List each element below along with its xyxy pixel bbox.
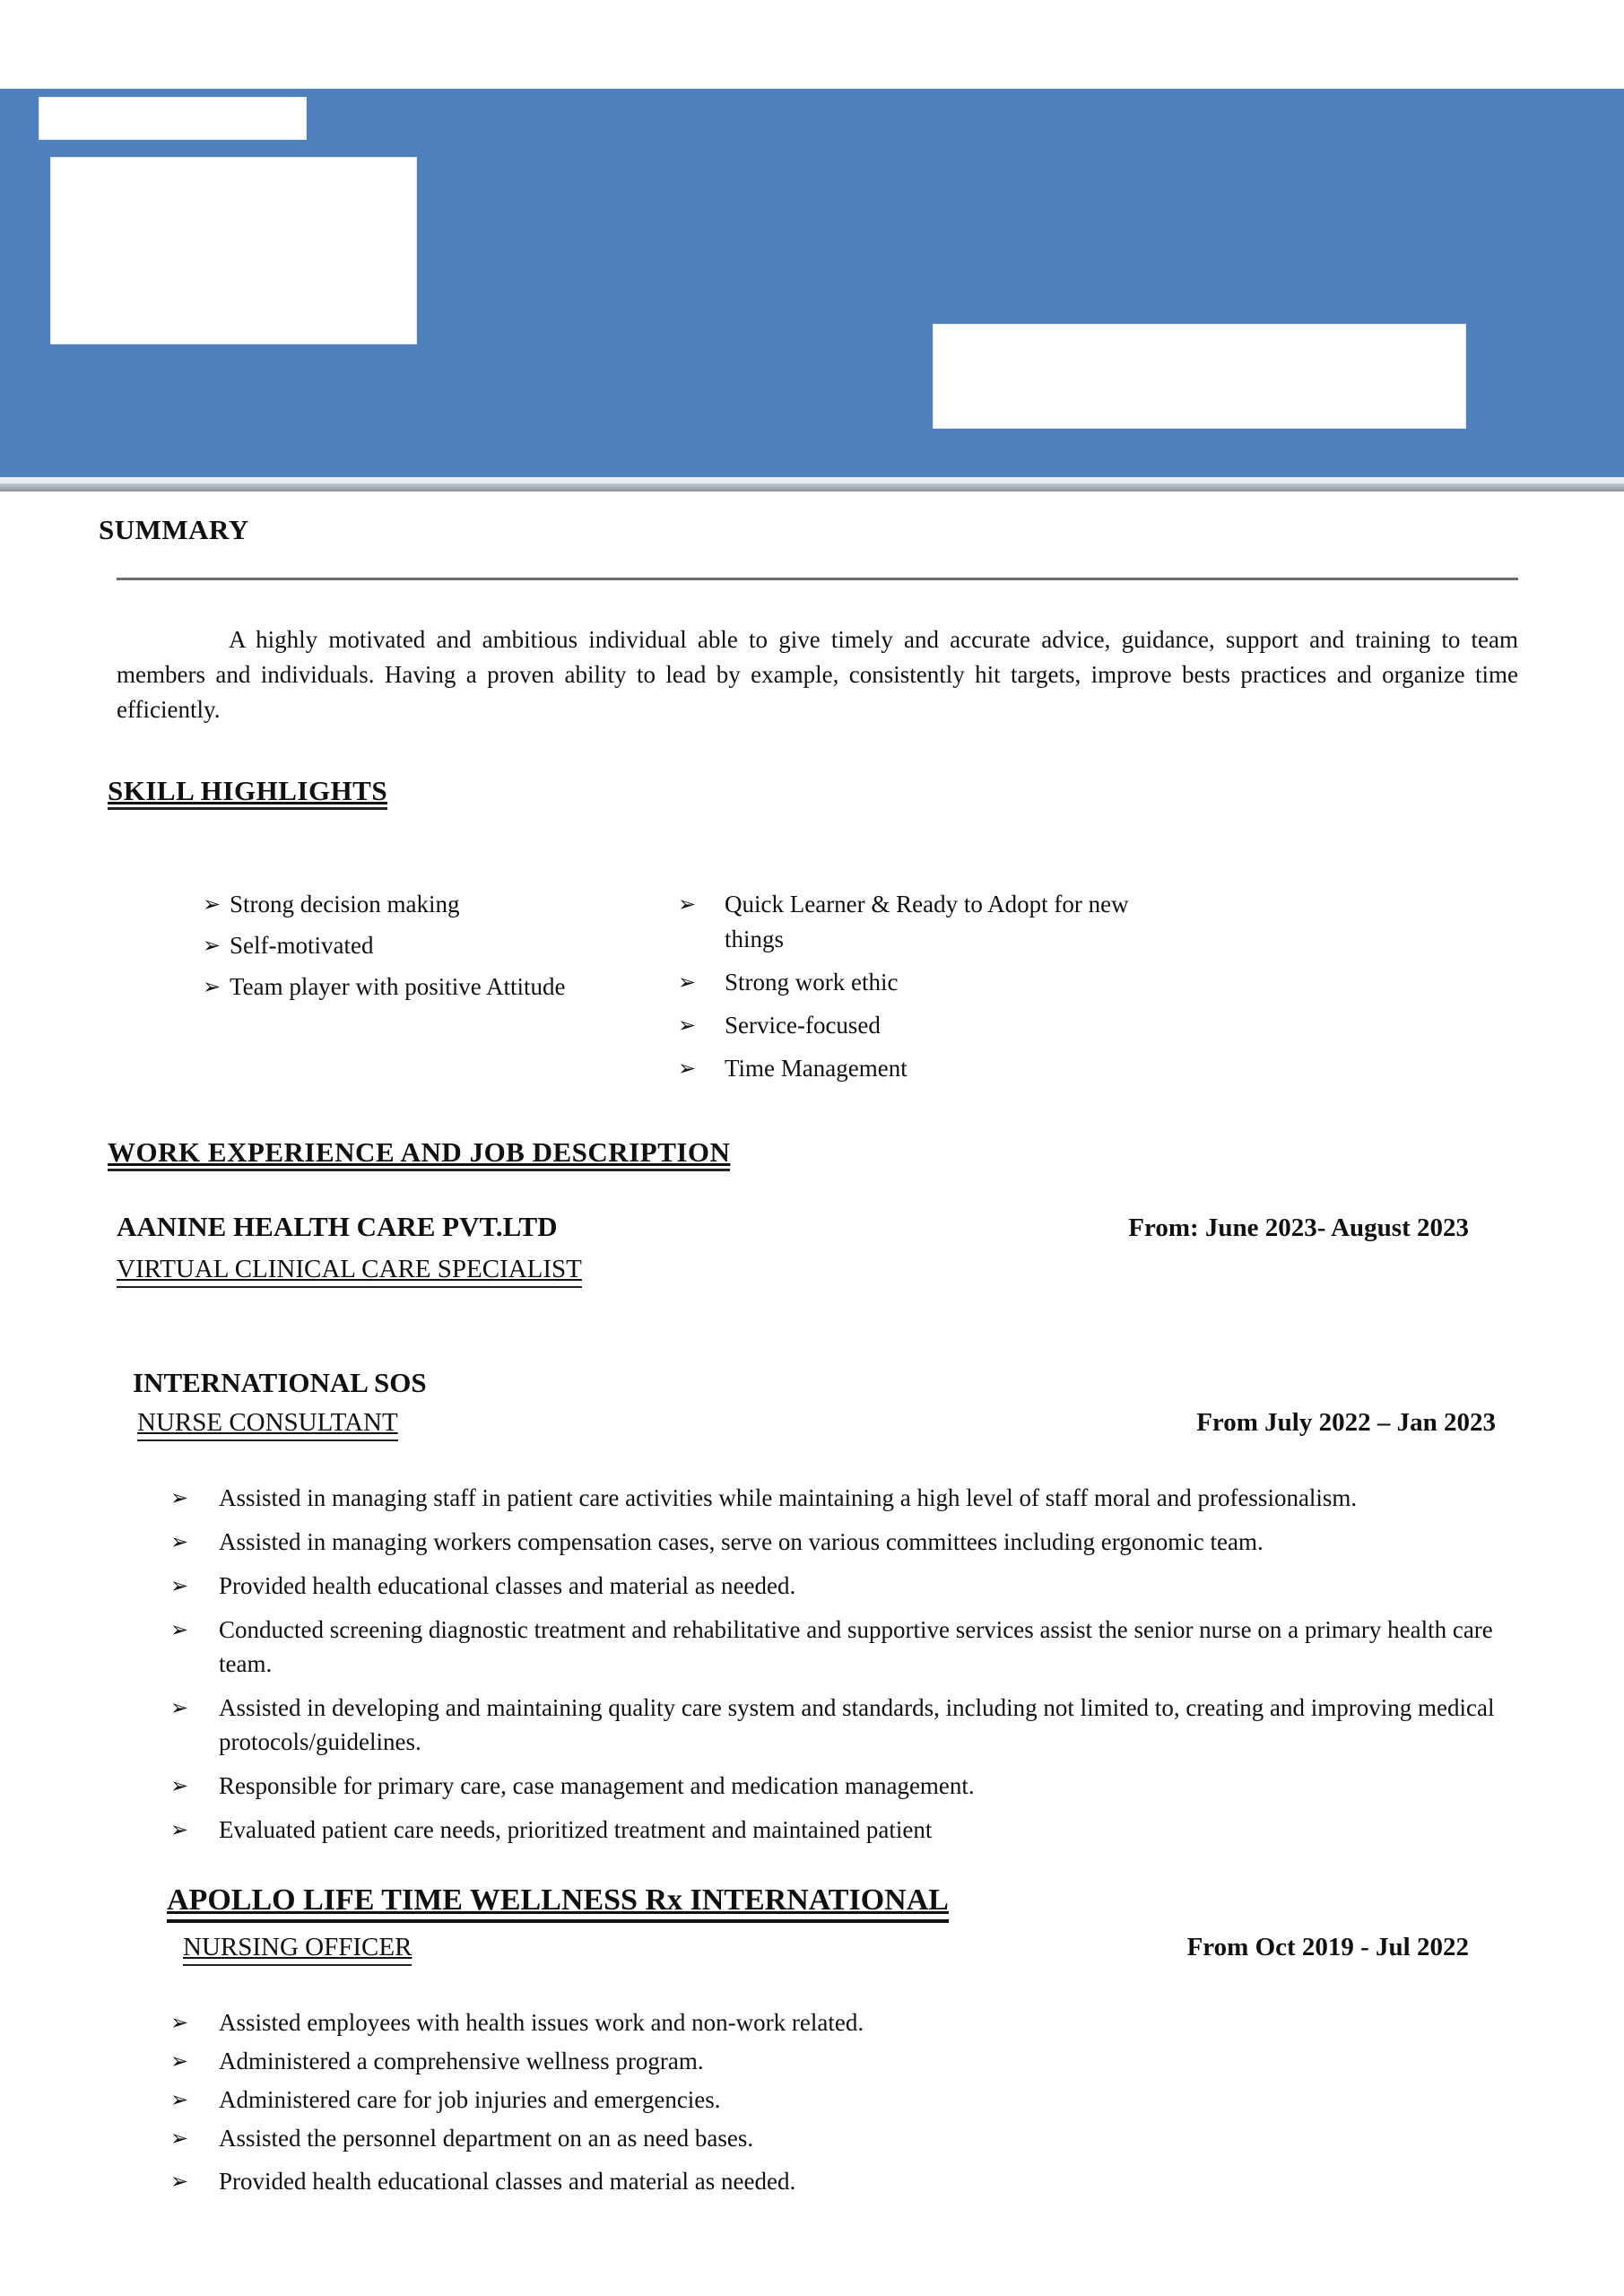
duty-text: Assisted in developing and maintaining quality care system and standards, including not limited to, creating and improving medical protocols/guidelines. [219,1694,1495,1755]
duty-text: Provided health educational classes and material as needed. [219,2168,796,2195]
skill-text: Self-motivated [230,932,374,959]
duty-text: Responsible for primary care, case management and medication management. [219,1772,975,1799]
arrow-bullet-icon: ➢ [678,1056,697,1081]
duty-text: Assisted in managing staff in patient care activities while maintaining a high level of staff moral and professionalism. [219,1484,1358,1511]
job1-company: AANINE HEALTH CARE PVT.LTD [117,1211,558,1242]
skill-item [678,1051,1185,1086]
arrow-bullet-icon: ➢ [170,2126,189,2151]
job1-dates: From: June 2023- August 2023 [1128,1213,1469,1242]
summary-rule [117,578,1518,580]
arrow-bullet-icon: ➢ [170,2010,189,2035]
duty-item [170,1769,1518,1803]
skill-text: Service-focused [725,1012,881,1039]
job3-header-row [117,1931,1518,1966]
arrow-bullet-icon: ➢ [170,1695,189,1720]
duty-text: Administered a comprehensive wellness program. [219,2048,704,2074]
job3-dates: From Oct 2019 - Jul 2022 [1186,1933,1469,1961]
skills-columns [203,887,1518,1094]
job2-dates: From July 2022 – Jan 2023 [1196,1408,1496,1437]
duty-item [170,2164,1518,2198]
duty-text: Conducted screening diagnostic treatment and rehabilitative and supportive services assist the senior nurse on a primary health care team. [219,1616,1493,1677]
skill-item [678,965,1185,1000]
arrow-bullet-icon: ➢ [678,1013,697,1038]
arrow-bullet-icon: ➢ [170,2048,189,2074]
skills-list-right [678,887,1185,1094]
job1-title: VIRTUAL CLINICAL CARE SPECIALIST [117,1253,582,1288]
job1-header-row [117,1211,1518,1244]
job2-duty-list [117,1481,1518,1847]
arrow-bullet-icon: ➢ [203,974,221,999]
job3-company: APOLLO LIFE TIME WELLNESS Rx INTERNATIONAL [167,1883,949,1923]
duty-item [170,1569,1518,1603]
duty-text: Assisted the personnel department on an as need bases. [219,2125,754,2152]
header-banner [0,89,1624,477]
duty-item [170,2005,1518,2039]
duty-item [170,2044,1518,2078]
document-body [0,514,1624,2198]
duty-item [170,1691,1518,1759]
duty-item [170,1613,1518,1681]
skills-list-left [203,887,678,1094]
skill-text: Team player with positive Attitude [230,973,566,1000]
summary-paragraph: A highly motivated and ambitious individual able to give timely and accurate advice, guidance, support and training to team members and individuals. Having a proven ability to lead by example, consistently hit targets, improve bests practices and organize time efficiently. [117,626,1518,723]
duty-item [170,2083,1518,2117]
arrow-bullet-icon: ➢ [203,933,221,958]
skills-heading: SKILL HIGHLIGHTS [108,775,387,810]
skill-text: Quick Learner & Ready to Adopt for new things [725,891,1129,952]
job2-company: INTERNATIONAL SOS [133,1367,427,1398]
arrow-bullet-icon: ➢ [170,1485,189,1510]
redacted-name-box [39,97,307,140]
skill-text: Time Management [725,1055,908,1082]
header-divider-light [0,477,1624,483]
redacted-contact-box [933,324,1466,429]
job2-title: NURSE CONSULTANT [137,1406,398,1441]
skill-item [203,970,678,1004]
job3-title: NURSING OFFICER [183,1931,412,1966]
summary-heading: SUMMARY [99,514,249,545]
skill-text: Strong work ethic [725,969,899,996]
duty-text: Provided health educational classes and material as needed. [219,1572,796,1599]
duty-text: Assisted in managing workers compensation cases, serve on various committees including ergonomic team. [219,1528,1264,1555]
job2-header-row [117,1406,1518,1441]
arrow-bullet-icon: ➢ [170,2087,189,2112]
duty-item [170,1481,1518,1515]
duty-text: Administered care for job injuries and emergencies. [219,2086,721,2113]
work-experience-heading: WORK EXPERIENCE AND JOB DESCRIPTION [108,1136,730,1171]
arrow-bullet-icon: ➢ [170,1773,189,1798]
skill-item [678,887,1185,957]
arrow-bullet-icon: ➢ [170,1617,189,1642]
skill-text: Strong decision making [230,891,460,918]
arrow-bullet-icon: ➢ [170,2169,189,2194]
skill-item [678,1008,1185,1043]
arrow-bullet-icon: ➢ [203,891,221,917]
arrow-bullet-icon: ➢ [170,1529,189,1554]
skill-item [203,928,678,963]
duty-item [170,2121,1518,2155]
duty-text: Assisted employees with health issues work and non-work related. [219,2009,864,2036]
duty-item [170,1813,1518,1847]
arrow-bullet-icon: ➢ [170,1573,189,1598]
duty-text: Evaluated patient care needs, prioritized treatment and maintained patient [219,1816,933,1843]
skill-item [203,887,678,922]
header-divider-gray [0,483,1624,491]
arrow-bullet-icon: ➢ [678,891,697,917]
job3-duty-list [117,2005,1518,2198]
arrow-bullet-icon: ➢ [678,970,697,995]
redacted-photo-box [50,157,417,344]
duty-item [170,1525,1518,1559]
arrow-bullet-icon: ➢ [170,1817,189,1842]
